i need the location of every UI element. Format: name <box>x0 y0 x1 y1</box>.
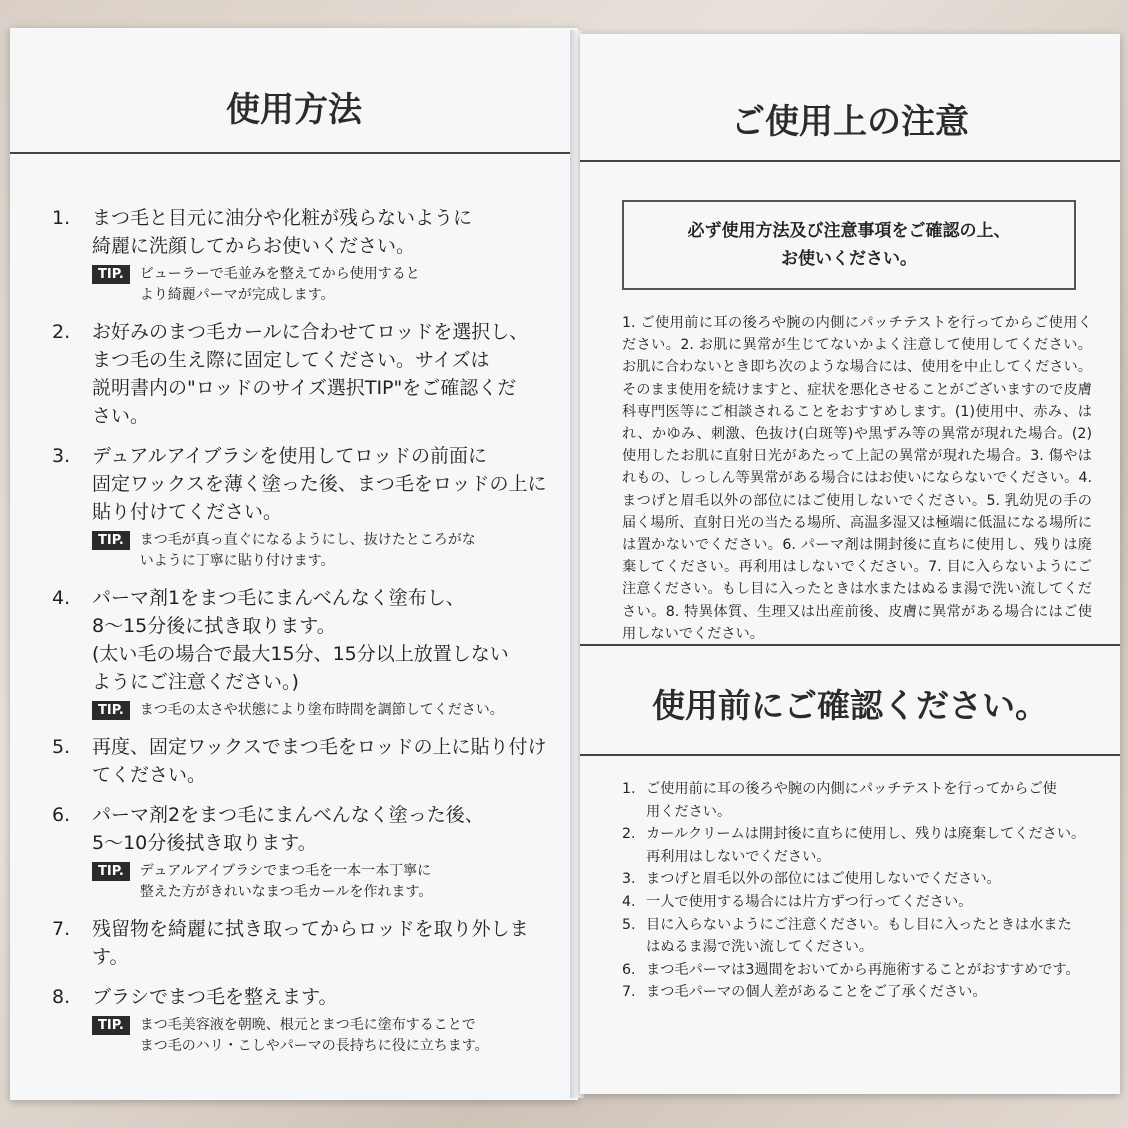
check-item-number: 4. <box>622 893 636 910</box>
usage-step <box>52 318 562 430</box>
check-item-text: まつげと眉毛以外の部位にはご使用しないでください。 <box>646 871 1001 888</box>
title-divider <box>10 152 578 154</box>
check-item-text: 一人で使用する場合には片方ずつ行ってください。 <box>646 893 973 910</box>
check-item-text: まつ毛パーマは3週間をおいてから再施術することがおすすめです。 <box>646 961 1080 978</box>
left-page <box>10 28 578 1100</box>
step-text: デュアルアイブラシを使用してロッドの前面に 固定ワックスを薄く塗った後、まつ毛をロッドの上に 貼り付けてください。 <box>92 445 547 523</box>
tip-badge: TIP. <box>92 862 130 881</box>
tip-badge: TIP. <box>92 1016 130 1035</box>
check-item-number: 6. <box>622 961 636 978</box>
step-text: まつ毛と目元に油分や化粧が残らないように 綺麗に洗顔してからお使いください。 <box>92 207 473 257</box>
tip-note <box>92 264 562 306</box>
check-item <box>622 914 1102 959</box>
check-item <box>622 778 1102 823</box>
tip-text: まつ毛美容液を朝晩、根元とまつ毛に塗布することで まつ毛のハリ・こしやパーマの長持ちに役に立ちます。 <box>139 1017 489 1054</box>
usage-step <box>52 733 562 789</box>
usage-steps <box>52 204 562 1069</box>
tip-badge: TIP. <box>92 265 130 284</box>
usage-step <box>52 915 562 971</box>
check-item-text: 目に入らないようにご注意ください。もし目に入ったときは水また はぬるま湯で洗い流してください。 <box>646 916 1072 956</box>
step-text: パーマ剤2をまつ毛にまんべんなく塗った後、 5～10分後拭き取ります。 <box>92 804 484 854</box>
step-number: 8. <box>52 986 71 1008</box>
check-item-number: 5. <box>622 916 636 933</box>
check-item <box>622 868 1102 891</box>
check-item-text: カールクリームは開封後に直ちに使用し、残りは廃棄してください。 再利用はしないでください。 <box>646 826 1086 865</box>
caution-divider <box>580 160 1120 162</box>
step-number: 4. <box>52 587 71 609</box>
check-item-number: 1. <box>622 781 636 797</box>
check-item <box>622 823 1102 868</box>
step-number: 2. <box>52 321 71 343</box>
step-number: 5. <box>52 736 71 758</box>
tip-text: まつ毛の太さや状態により塗布時間を調節してください。 <box>139 702 504 718</box>
step-text: ブラシでまつ毛を整えます。 <box>92 986 338 1008</box>
check-item <box>622 981 1102 1004</box>
caution-paragraph: 1. ご使用前に耳の後ろや腕の内側にパッチテストを行ってからご使用ください。2. お肌に異常が生じてないかよく注意して使用してください。お肌に合わないとき即ち次のような場合には、使用を中止してください。そのまま使用を続けますと、症状を悪化させることがございますので皮膚科専門医等にご相談されることをおすすめします。(1)使用中、赤み、はれ、かゆみ、刺激、色抜け(白斑等)や黒ずみ等の異常が現れた場合。(2)使用したお肌に直射日光があたって上記の異常が現れた場合。3. 傷やはれもの、しっしん等異常がある場合にはお使いにならないでください。4. まつげと眉毛以外の部位にはご使用しないでください。5. 乳幼児の手の届く場所、直射日光の当たる場所、高温多湿又は極端に低温になる場所には置かないでください。6. パーマ剤は開封後に直ちに使用し、残りは廃棄してください。再利用はしないでください。7. 目に入らないようにご注意ください。もし目に入ったときは水またはぬるま湯で洗い流してください。8. 特異体質、生理又は出産前後、皮膚に異常がある場合にはご使用しないでください。 <box>622 315 1092 642</box>
tip-note <box>92 861 562 903</box>
usage-step <box>52 983 562 1057</box>
tip-note <box>92 530 562 572</box>
usage-title: 使用方法 <box>226 90 362 130</box>
tip-text: デュアルアイブラシでまつ毛を一本一本丁寧に 整えた方がきれいなまつ毛カールを作れます。 <box>139 863 433 900</box>
check-item-number: 7. <box>622 984 636 1001</box>
step-text: パーマ剤1をまつ毛にまんべんなく塗布し、 8～15分後に拭き取ります。 (太い毛の場合で最大15分、15分以上放置しない ようにご注意ください。) <box>92 587 509 693</box>
step-text: 再度、固定ワックスでまつ毛をロッドの上に貼り付け てください。 <box>92 736 547 786</box>
check-item-number: 3. <box>622 871 636 888</box>
tip-note <box>92 700 562 721</box>
right-page <box>580 34 1120 1094</box>
tip-badge: TIP. <box>92 531 130 550</box>
step-number: 3. <box>52 445 71 467</box>
step-text: 残留物を綺麗に拭き取ってからロッドを取り外します。 <box>92 918 529 968</box>
tip-text: ビューラーで毛並みを整えてから使用すると より綺麗パーマが完成します。 <box>139 266 420 303</box>
step-number: 7. <box>52 918 71 940</box>
check-item-number: 2. <box>622 826 636 843</box>
check-item <box>622 959 1102 982</box>
section-divider <box>580 644 1120 646</box>
usage-step <box>52 204 562 306</box>
notice-box: 必ず使用方法及び注意事項をご確認の上、 お使いください。 <box>622 200 1076 290</box>
step-text: お好みのまつ毛カールに合わせてロッドを選択し、 まつ毛の生え際に固定してください。サイズは 説明書内の"ロッドのサイズ選択TIP"をご確認くだ さい。 <box>92 321 529 427</box>
tip-note <box>92 1015 562 1057</box>
step-number: 6. <box>52 804 71 826</box>
caution-title: ご使用上の注意 <box>731 102 969 142</box>
check-item <box>622 891 1102 914</box>
usage-step <box>52 584 562 721</box>
step-number: 1. <box>52 207 71 229</box>
usage-step <box>52 442 562 572</box>
usage-step <box>52 801 562 903</box>
check-item-text: まつ毛パーマの個人差があることをご了承ください。 <box>646 984 987 1001</box>
pre-use-check-list <box>622 778 1102 1004</box>
pre-use-check-title: 使用前にご確認ください。 <box>652 686 1048 725</box>
tip-badge: TIP. <box>92 701 130 720</box>
tip-text: まつ毛が真っ直ぐになるようにし、抜けたところがな いように丁寧に貼り付けます。 <box>139 532 476 569</box>
check-item-text: ご使用前に耳の後ろや腕の内側にパッチテストを行ってからご使 用ください。 <box>646 781 1057 820</box>
check-divider <box>580 754 1120 756</box>
